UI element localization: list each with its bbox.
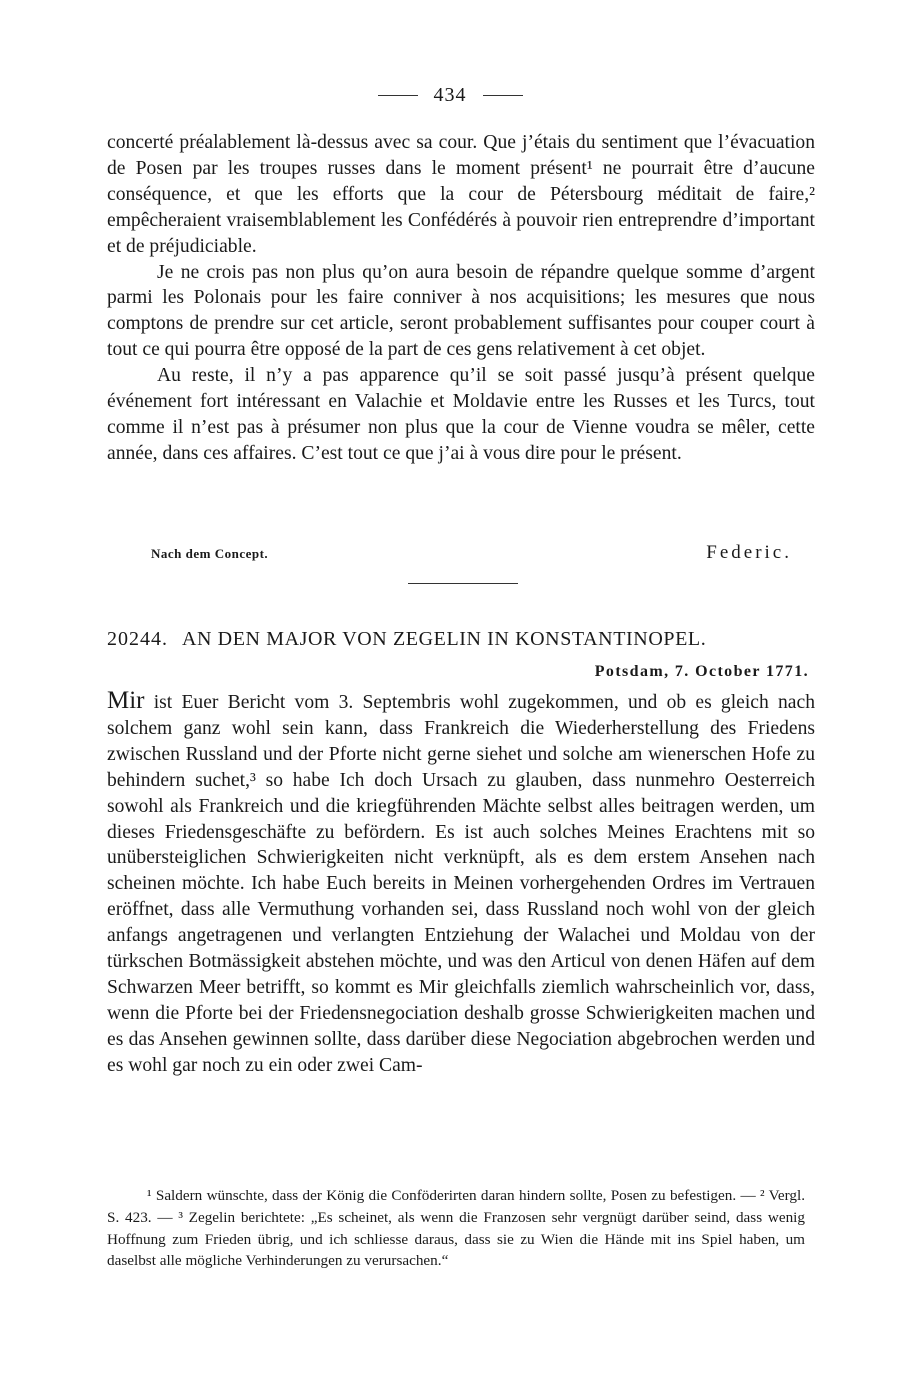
header-dash-left	[378, 95, 418, 96]
document-heading	[107, 628, 815, 651]
dateline: Potsdam, 7. October 1771.	[594, 663, 809, 680]
initial-word: Mir	[107, 687, 145, 714]
letter-paragraph-1: concerté préalablement là-dessus avec sa cour. Que j’étais du sentiment que l’évacuation de Posen par les troupes russes dans le moment présent¹ ne pourrait être d’aucune conséquence, et que les efforts que la cour de Pétersbourg méditait de faire,² empêcheraient vraisemblablement les Confédérés à pouvoir rien entreprendre d’important et de préjudiciable.	[107, 132, 815, 257]
source-note: Nach dem Concept.	[151, 546, 269, 561]
section-divider	[408, 583, 518, 584]
signature: Federic.	[706, 542, 792, 563]
header-dash-right	[483, 95, 523, 96]
document-body-text: ist Euer Bericht vom 3. Septembris wohl zugekommen, und ob es gleich nach solchem ganz wohl sein kann, dass Frankreich die Wiederherstellung des Friedens zwischen Russland und der Pforte nicht gerne siehet und solche am wienerschen Hofe zu behindern suchet,³ so habe Ich doch Ursach zu glauben, dass nunmehro Oesterreich sowohl als Frankreich und die kriegführenden Mächte selbst alles beitragen werden, um dieses Friedensgeschäfte zu befördern. Es ist auch solches Meines Erachtens mit so unübersteiglichen Schwierigkeiten nicht verknüpft, als es dem erstem Ansehen nach scheinen möchte. Ich habe Euch bereits in Meinen vorhergehenden Ordres im Vertrauen eröffnet, dass alle Vermuthung vorhanden sei, dass Russland noch wohl von der gleich anfangs angetragenen und verlangten Entziehung der Walachei und Moldau von der türkschen Botmässigkeit abstehen möchte, und was den Articul von denen Häfen auf dem Schwarzen Meer betrifft, so kommt es Mir gleichfalls ziemlich wahrscheinlich vor, dass, wenn die Pforte bei der Friedensnegociation deshalb grosse Schwierigkeiten machen und es das Ansehen gewinnen sollte, dass darüber diese Negociation abgebrochen werden und es wohl gar noch zu ein oder zwei Cam-	[107, 692, 815, 1076]
document-paragraph	[107, 688, 815, 1079]
letter-continuation	[107, 130, 815, 467]
page-number: 434	[433, 84, 467, 106]
page-header	[0, 84, 900, 107]
footnote-text: ¹ Saldern wünschte, dass der König die Conföderirten daran hindern sollte, Posen zu befestigen. — ² Vergl. S. 423. — ³ Zegelin berichtete: „Es scheinet, als wenn die Franzosen sehr vergnügt darüber seind, dass wenig Hoffnung zum Frieden übrig, und ich schliesse daraus, dass sie zu Wien die Hände mit ins Spiel haben, um daselbst alle mögliche Verhinderungen zu verursachen.“	[107, 1187, 805, 1270]
letter-paragraph-3: Au reste, il n’y a pas apparence qu’il se soit passé jusqu’à présent quelque événement fort intéressant en Valachie et Moldavie entre les Russes et les Turcs, tout comme il n’est pas à présumer non plus que la cour de Vienne voudra se mêler, cette année, dans ces affaires. C’est tout ce que j’ai à vous dire pour le présent.	[107, 365, 815, 464]
letter-paragraph-2: Je ne crois pas non plus qu’on aura besoin de répandre quelque somme d’argent parmi les Polonais pour les faire conniver à nos acquisitions; les mesures que nous comptons de prendre sur cet article, seront probablement suffisantes pour couper court à tout ce qui pourra être opposé de la part de ces gens relativement à cet objet.	[107, 261, 815, 361]
document-title: AN DEN MAJOR VON ZEGELIN IN KONSTANTINOPEL.	[182, 628, 707, 650]
document-number: 20244.	[107, 628, 168, 650]
footnotes	[107, 1185, 805, 1272]
document-body	[107, 688, 815, 1079]
closing-line	[107, 542, 792, 564]
